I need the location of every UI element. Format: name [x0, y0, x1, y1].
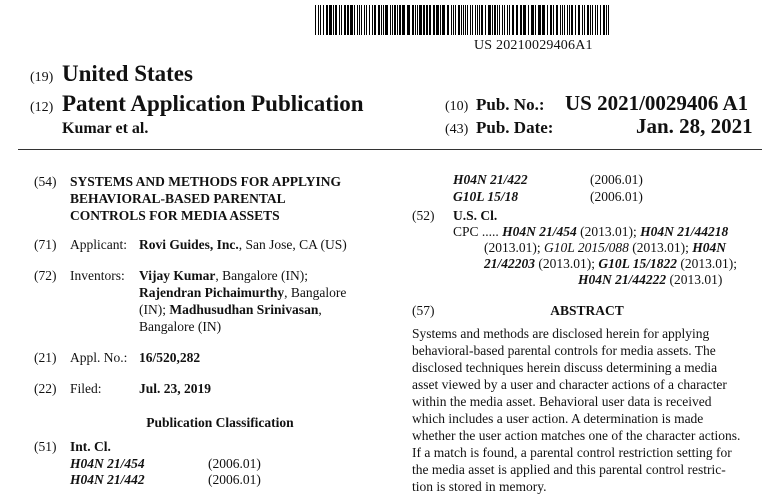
country: United States [62, 61, 193, 86]
cpc-line-1 [453, 224, 728, 240]
pubdate-label: Pub. Date: [476, 118, 554, 137]
pubno-tag: (10) [445, 99, 469, 114]
title-tag: (54) [34, 174, 57, 189]
abstract-line-9: the media asset is applied and this parental control restric- [412, 462, 726, 477]
cpc-code-4b: 21/42203 [484, 256, 536, 271]
publication-type: Patent Application Publication [62, 91, 364, 116]
intcl-year-1: (2006.01) [208, 456, 261, 471]
cpc-date-5: (2013.01); [677, 256, 738, 271]
intcl-code-3: H04N 21/422 [453, 172, 528, 187]
cpc-line-2 [484, 240, 726, 256]
inventor-1-location: , Bangalore (IN); [215, 268, 308, 283]
intcl-label: Int. Cl. [70, 439, 111, 454]
intcl-year-2: (2006.01) [208, 472, 261, 487]
pubdate-tag: (43) [445, 122, 469, 137]
inventor-3-name: Madhusudhan Srinivasan [169, 302, 319, 317]
inventor-3-comma: , [318, 302, 322, 317]
uscl-tag: (52) [412, 208, 435, 223]
inventor-2-country: (IN); [139, 302, 170, 317]
intcl-code-2: H04N 21/442 [70, 472, 145, 487]
title-line-3: CONTROLS FOR MEDIA ASSETS [70, 208, 280, 223]
abstract-line-2: behavioral-based parental controls for media assets. The [412, 343, 716, 358]
abstract-line-8: If a match is found, a parental control restriction setting for [412, 445, 732, 460]
cpc-date-4: (2013.01); [535, 256, 599, 271]
abstract-line-4: asset viewed by a user and character actions of a character [412, 377, 727, 392]
cpc-code-1: H04N 21/454 [502, 224, 577, 239]
inventor-line-3 [139, 302, 322, 318]
inventor-line-2 [139, 285, 346, 301]
uscl-label: U.S. Cl. [453, 208, 498, 223]
abstract-line-1: Systems and methods are disclosed herein for applying [412, 326, 710, 341]
appl-tag: (21) [34, 350, 57, 365]
cpc-date-6: (2013.01) [666, 272, 723, 287]
pubno-value: US 2021/0029406 A1 [565, 91, 749, 115]
intcl-code-4: G10L 15/18 [453, 189, 519, 204]
pubdate-value: Jan. 28, 2021 [636, 114, 753, 138]
cpc-code-2: H04N 21/44218 [640, 224, 729, 239]
inventor-line-1 [139, 268, 308, 284]
abstract-line-10: tion is stored in memory. [412, 479, 547, 494]
filed-tag: (22) [34, 381, 57, 396]
title-line-2: BEHAVIORAL-BASED PARENTAL [70, 191, 286, 206]
cpc-code-3: G10L 2015/088 [544, 240, 629, 255]
pubno-label: Pub. No.: [476, 95, 545, 114]
abstract-tag: (57) [412, 303, 435, 318]
abstract-line-7: whether the user action matches one of the character actions. [412, 428, 741, 443]
cpc-date-3: (2013.01); [628, 240, 693, 255]
filed-label: Filed: [70, 381, 102, 396]
barcode [315, 5, 612, 35]
abstract-line-6: which includes a user action. A determination is made [412, 411, 704, 426]
applicant-location: , San Jose, CA (US) [238, 237, 347, 252]
pubclass-heading: Publication Classification [146, 415, 294, 430]
inventor-line-4: Bangalore (IN) [139, 319, 222, 334]
intcl-year-4: (2006.01) [590, 189, 643, 204]
applicant-label: Applicant: [70, 237, 127, 252]
appl-label: Appl. No.: [70, 350, 128, 365]
applicant-name: Rovi Guides, Inc. [139, 237, 239, 252]
inventor-2-location: , Bangalore [284, 285, 347, 300]
header-rule [18, 149, 762, 150]
cpc-date-1: (2013.01); [576, 224, 641, 239]
title-line-1: SYSTEMS AND METHODS FOR APPLYING [70, 174, 342, 189]
cpc-line-4 [578, 272, 722, 288]
barcode-number: US 20210029406A1 [474, 38, 593, 53]
cpc-prefix: CPC ..... [453, 224, 499, 239]
country-tag: (19) [30, 70, 54, 85]
intcl-tag: (51) [34, 439, 57, 454]
type-tag: (12) [30, 100, 54, 115]
applicant-entry [139, 237, 347, 253]
intcl-year-3: (2006.01) [590, 172, 643, 187]
appl-number: 16/520,282 [139, 350, 201, 365]
inventor-short: Kumar et al. [62, 120, 149, 137]
inventor-1-name: Vijay Kumar [139, 268, 216, 283]
inventor-2-name: Rajendran Pichaimurthy [139, 285, 285, 300]
abstract-line-3: disclosed techniques herein discuss determining a media [412, 360, 718, 375]
cpc-date-2: (2013.01); [484, 240, 544, 255]
intcl-code-1: H04N 21/454 [70, 456, 145, 471]
abstract-line-5: within the media asset. Behavioral user data is received [412, 394, 712, 409]
cpc-code-4a: H04N [692, 240, 727, 255]
applicant-tag: (71) [34, 237, 57, 252]
cpc-code-6: H04N 21/44222 [578, 272, 667, 287]
cpc-line-3 [484, 256, 737, 272]
barcode-graphic [315, 5, 612, 35]
inventors-tag: (72) [34, 268, 57, 283]
abstract-heading: ABSTRACT [550, 303, 624, 318]
inventors-label: Inventors: [70, 268, 125, 283]
cpc-code-5: G10L 15/1822 [598, 256, 678, 271]
filed-date: Jul. 23, 2019 [139, 381, 212, 396]
